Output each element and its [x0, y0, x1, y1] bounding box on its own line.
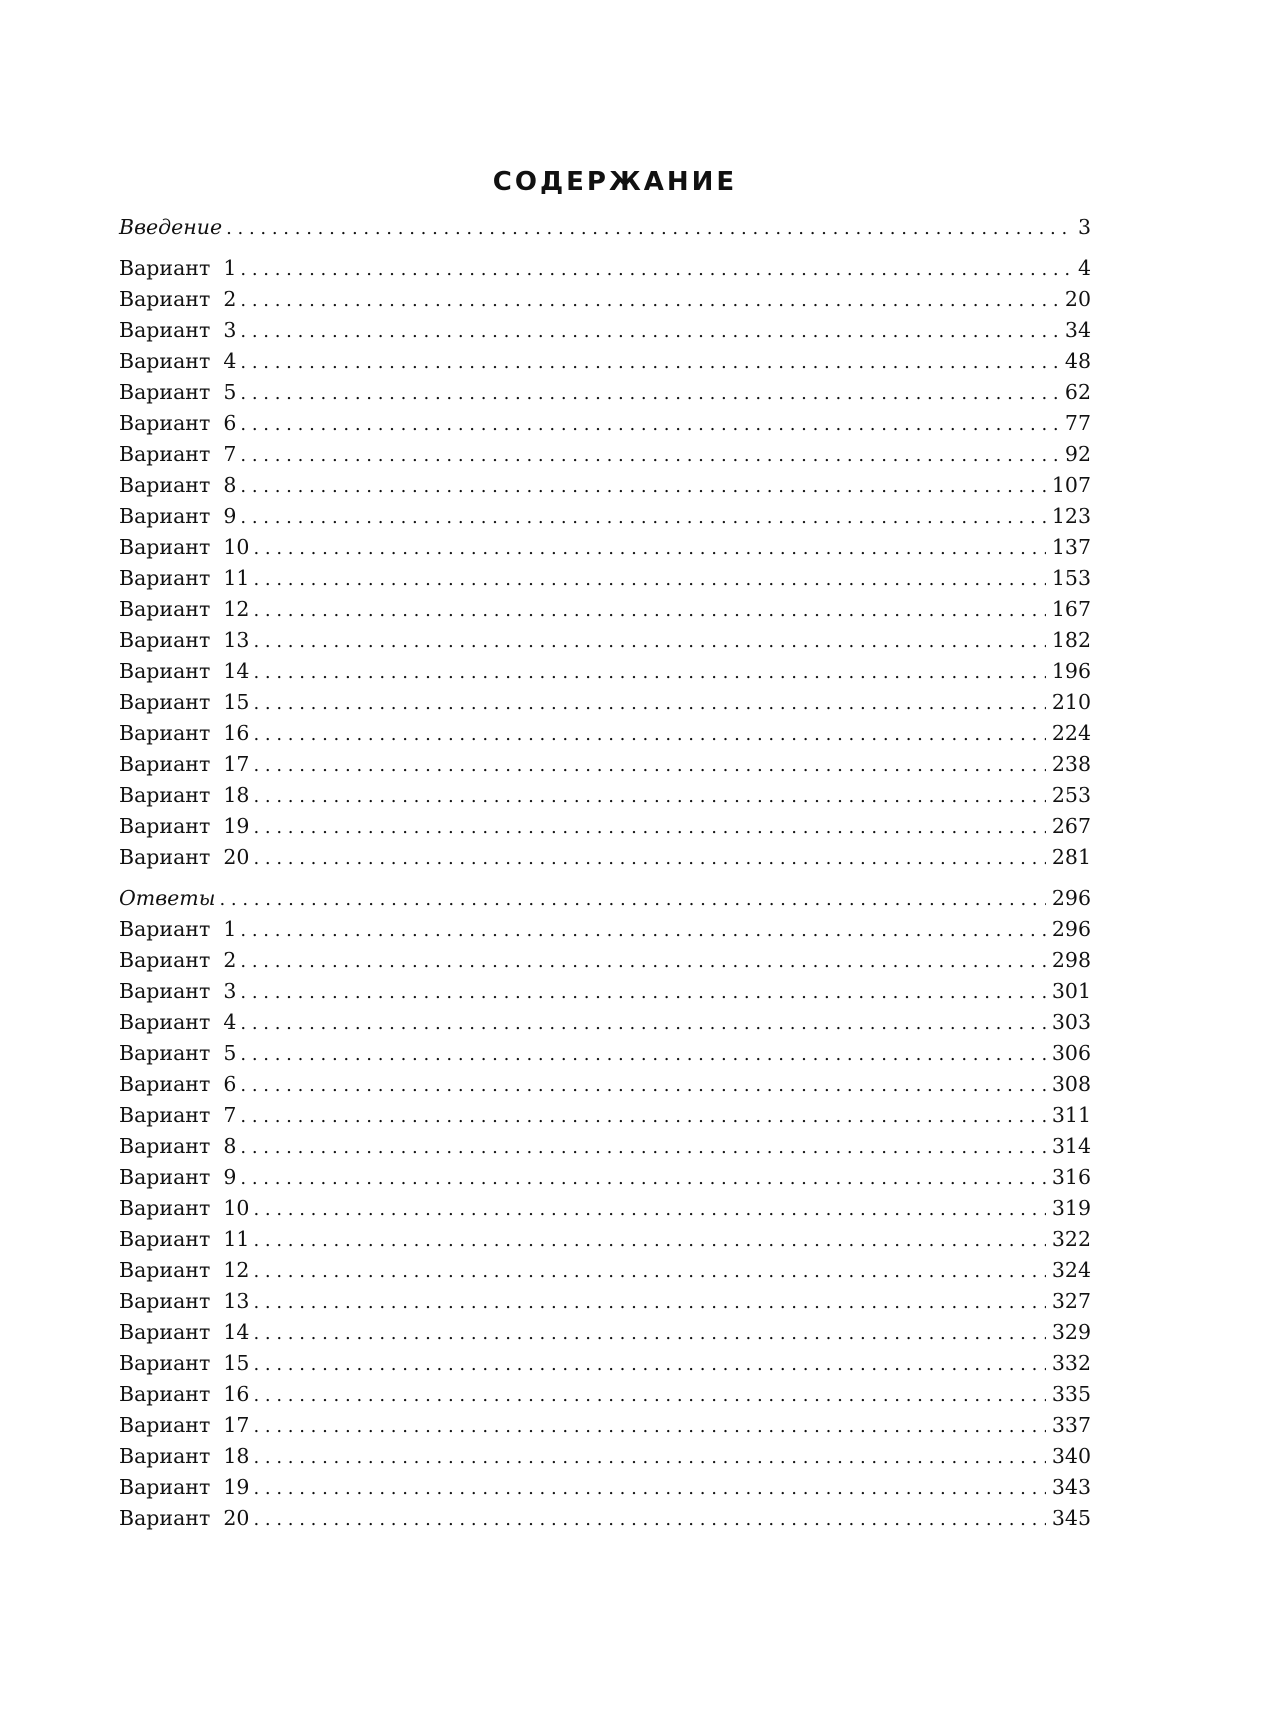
toc-page-number: 62 — [1064, 380, 1091, 404]
variant-number: 14 — [223, 659, 250, 683]
toc-entry-answer-variant-7[interactable] — [119, 1100, 1091, 1131]
toc-entry-label — [119, 1317, 249, 1348]
toc-entry-label — [119, 749, 249, 780]
dot-leader — [253, 1442, 1045, 1473]
toc-entry-label — [119, 842, 249, 873]
dot-leader — [253, 1256, 1045, 1287]
toc-page-number: 306 — [1051, 1041, 1091, 1065]
variant-number: 5 — [223, 1041, 237, 1065]
dot-leader — [240, 440, 1059, 471]
toc-page-number: 107 — [1051, 473, 1091, 497]
toc-entry-label — [119, 1007, 236, 1038]
dot-leader — [240, 378, 1059, 409]
dot-leader — [253, 1473, 1045, 1504]
variant-word: Вариант — [119, 1351, 211, 1375]
dot-leader — [240, 471, 1045, 502]
dot-leader — [240, 316, 1059, 347]
variant-word: Вариант — [119, 535, 211, 559]
dot-leader — [253, 1411, 1045, 1442]
variant-number: 9 — [223, 1165, 237, 1189]
toc-entry-label — [119, 532, 249, 563]
variant-word: Вариант — [119, 1506, 211, 1530]
dot-leader — [253, 812, 1045, 843]
dot-leader — [253, 1225, 1045, 1256]
variant-word: Вариант — [119, 1165, 211, 1189]
variant-word: Вариант — [119, 1041, 211, 1065]
toc-entry-answer-variant-18[interactable] — [119, 1441, 1091, 1472]
variant-number: 12 — [223, 597, 250, 621]
dot-leader — [253, 1287, 1045, 1318]
variants-list — [119, 253, 1091, 873]
toc-entry-label: Ответы — [119, 886, 216, 910]
toc-entry-answer-variant-11[interactable] — [119, 1224, 1091, 1255]
toc-entry-variant-12[interactable] — [119, 594, 1091, 625]
toc-page-number: 296 — [1051, 886, 1091, 910]
dot-leader — [253, 688, 1045, 719]
dot-leader — [240, 946, 1045, 977]
page-title: СОДЕРЖАНИЕ — [492, 167, 738, 197]
dot-leader — [253, 1194, 1045, 1225]
variant-number: 3 — [223, 979, 237, 1003]
variant-word: Вариант — [119, 1134, 211, 1158]
variant-number: 2 — [223, 287, 237, 311]
toc-entry-answer-variant-2[interactable] — [119, 945, 1091, 976]
variant-number: 16 — [223, 1382, 250, 1406]
variant-word: Вариант — [119, 845, 211, 869]
dot-leader — [253, 595, 1045, 626]
toc-entry-label — [119, 1472, 249, 1503]
variant-number: 13 — [223, 628, 250, 652]
dot-leader — [253, 626, 1045, 657]
toc-entry-answer-variant-3[interactable] — [119, 976, 1091, 1007]
variant-number: 4 — [223, 349, 237, 373]
toc-page-number: 123 — [1051, 504, 1091, 528]
variant-number: 17 — [223, 1413, 250, 1437]
toc-page-number: 329 — [1051, 1320, 1091, 1344]
toc-entry-label — [119, 811, 249, 842]
variant-word: Вариант — [119, 1382, 211, 1406]
toc-entry-label — [119, 1503, 249, 1534]
toc-entry-answer-variant-10[interactable] — [119, 1193, 1091, 1224]
variant-number: 11 — [223, 566, 250, 590]
variant-number: 6 — [223, 1072, 237, 1096]
toc-page-number: 137 — [1051, 535, 1091, 559]
dot-leader — [253, 1380, 1045, 1411]
toc-entry-label — [119, 1038, 236, 1069]
dot-leader — [253, 843, 1045, 874]
toc-entry-label — [119, 594, 249, 625]
variant-number: 20 — [223, 1506, 250, 1530]
toc-entry-label — [119, 1441, 249, 1472]
toc-page-number: 238 — [1051, 752, 1091, 776]
variant-word: Вариант — [119, 1103, 211, 1127]
variant-word: Вариант — [119, 1196, 211, 1220]
variant-number: 4 — [223, 1010, 237, 1034]
toc-entry-answer-variant-4[interactable] — [119, 1007, 1091, 1038]
variant-word: Вариант — [119, 783, 211, 807]
variant-number: 14 — [223, 1320, 250, 1344]
variant-word: Вариант — [119, 1289, 211, 1313]
dot-leader — [240, 1132, 1045, 1163]
variant-number: 18 — [223, 783, 250, 807]
variant-number: 10 — [223, 535, 250, 559]
toc-page-number: 298 — [1051, 948, 1091, 972]
variant-number: 7 — [223, 1103, 237, 1127]
toc-entry-intro[interactable] — [119, 212, 1091, 243]
variant-word: Вариант — [119, 814, 211, 838]
dot-leader — [240, 915, 1045, 946]
toc-page-number: 322 — [1051, 1227, 1091, 1251]
toc-entry-label — [119, 377, 236, 408]
variant-word: Вариант — [119, 948, 211, 972]
toc-entry-variant-10[interactable] — [119, 532, 1091, 563]
toc-entry-answer-variant-1[interactable] — [119, 914, 1091, 945]
toc-page-number: 210 — [1051, 690, 1091, 714]
variant-word: Вариант — [119, 349, 211, 373]
toc-page-number: 153 — [1051, 566, 1091, 590]
toc-entry-variant-3[interactable] — [119, 315, 1091, 346]
toc-entry-label — [119, 718, 249, 749]
variant-word: Вариант — [119, 659, 211, 683]
dot-leader — [253, 533, 1045, 564]
toc-entry-label — [119, 1348, 249, 1379]
variant-number: 8 — [223, 1134, 237, 1158]
variant-word: Вариант — [119, 1072, 211, 1096]
toc-entry-answer-variant-14[interactable] — [119, 1317, 1091, 1348]
variant-number: 13 — [223, 1289, 250, 1313]
variant-word: Вариант — [119, 597, 211, 621]
dot-leader — [240, 1101, 1045, 1132]
toc-page-number: 34 — [1064, 318, 1091, 342]
dot-leader — [240, 1163, 1045, 1194]
toc-entry-label — [119, 1100, 236, 1131]
variant-word: Вариант — [119, 318, 211, 342]
toc-entry-variant-5[interactable] — [119, 377, 1091, 408]
variant-word: Вариант — [119, 1475, 211, 1499]
toc-entry-variant-1[interactable] — [119, 253, 1091, 284]
toc-entry-variant-7[interactable] — [119, 439, 1091, 470]
toc-entry-label — [119, 656, 249, 687]
toc-page-number: 92 — [1064, 442, 1091, 466]
variant-word: Вариант — [119, 1227, 211, 1251]
toc-entry-label — [119, 253, 236, 284]
toc-entry-label — [119, 687, 249, 718]
toc-entry-variant-18[interactable] — [119, 780, 1091, 811]
dot-leader — [253, 657, 1045, 688]
variant-number: 15 — [223, 690, 250, 714]
toc-entry-label — [119, 1379, 249, 1410]
dot-leader — [240, 254, 1072, 285]
toc-entry-variant-15[interactable] — [119, 687, 1091, 718]
toc-page-number: 332 — [1051, 1351, 1091, 1375]
toc-entry-label — [119, 346, 236, 377]
variant-number: 17 — [223, 752, 250, 776]
toc-entry-label — [119, 1224, 249, 1255]
toc-entry-answer-variant-13[interactable] — [119, 1286, 1091, 1317]
dot-leader — [253, 1504, 1045, 1535]
toc-page-number: 253 — [1051, 783, 1091, 807]
toc-entry-label — [119, 470, 236, 501]
toc-entry-label — [119, 1162, 236, 1193]
toc-page-number: 316 — [1051, 1165, 1091, 1189]
variant-number: 1 — [223, 917, 237, 941]
variant-word: Вариант — [119, 504, 211, 528]
dot-leader — [240, 1008, 1045, 1039]
toc-page-number: 267 — [1051, 814, 1091, 838]
toc-page-number: 296 — [1051, 917, 1091, 941]
variant-number: 10 — [223, 1196, 250, 1220]
toc-page-number: 224 — [1051, 721, 1091, 745]
dot-leader — [240, 502, 1045, 533]
toc-page-number: 77 — [1064, 411, 1091, 435]
toc-entry-answer-variant-17[interactable] — [119, 1410, 1091, 1441]
toc-entry-label — [119, 780, 249, 811]
toc-page-number: 3 — [1077, 215, 1091, 239]
toc-entry-label — [119, 625, 249, 656]
toc-entry-label — [119, 1410, 249, 1441]
toc-entry-label — [119, 1255, 249, 1286]
toc-page-number: 324 — [1051, 1258, 1091, 1282]
toc-page-number: 182 — [1051, 628, 1091, 652]
toc-page-number: 311 — [1051, 1103, 1091, 1127]
toc-entry-answer-variant-15[interactable] — [119, 1348, 1091, 1379]
variant-word: Вариант — [119, 917, 211, 941]
toc-page-number: 301 — [1051, 979, 1091, 1003]
toc-entry-variant-8[interactable] — [119, 470, 1091, 501]
toc-page-number: 319 — [1051, 1196, 1091, 1220]
toc-entry-label — [119, 1069, 236, 1100]
toc-entry-variant-17[interactable] — [119, 749, 1091, 780]
toc-entry-variant-16[interactable] — [119, 718, 1091, 749]
dot-leader — [253, 564, 1045, 595]
toc-entry-label — [119, 1193, 249, 1224]
toc-entry-variant-11[interactable] — [119, 563, 1091, 594]
variant-number: 5 — [223, 380, 237, 404]
toc-page-number: 345 — [1051, 1506, 1091, 1530]
toc-page-number: 340 — [1051, 1444, 1091, 1468]
variant-number: 11 — [223, 1227, 250, 1251]
toc-entry-variant-19[interactable] — [119, 811, 1091, 842]
toc-page-number: 335 — [1051, 1382, 1091, 1406]
toc-entry-answer-variant-6[interactable] — [119, 1069, 1091, 1100]
variant-number: 20 — [223, 845, 250, 869]
section-gap — [119, 873, 1091, 883]
toc-entry-label — [119, 945, 236, 976]
toc-entry-variant-6[interactable] — [119, 408, 1091, 439]
variant-number: 12 — [223, 1258, 250, 1282]
toc-page-number: 327 — [1051, 1289, 1091, 1313]
dot-leader — [240, 285, 1059, 316]
section-gap — [119, 243, 1091, 253]
variant-word: Вариант — [119, 752, 211, 776]
variant-word: Вариант — [119, 690, 211, 714]
variant-word: Вариант — [119, 411, 211, 435]
variant-word: Вариант — [119, 1320, 211, 1344]
variant-number: 8 — [223, 473, 237, 497]
dot-leader — [253, 750, 1045, 781]
dot-leader — [253, 1318, 1045, 1349]
toc-entry-label — [119, 408, 236, 439]
toc-page-number: 167 — [1051, 597, 1091, 621]
toc-entry-label — [119, 439, 236, 470]
toc-entry-variant-9[interactable] — [119, 501, 1091, 532]
variant-word: Вариант — [119, 473, 211, 497]
variant-number: 18 — [223, 1444, 250, 1468]
toc-page-number: 303 — [1051, 1010, 1091, 1034]
dot-leader — [226, 213, 1072, 244]
toc-entry-answers[interactable] — [119, 883, 1091, 914]
variant-number: 19 — [223, 814, 250, 838]
toc-page-number: 281 — [1051, 845, 1091, 869]
toc-entry-variant-2[interactable] — [119, 284, 1091, 315]
dot-leader — [253, 719, 1045, 750]
variant-number: 6 — [223, 411, 237, 435]
toc-entry-label — [119, 501, 236, 532]
variant-number: 9 — [223, 504, 237, 528]
variant-word: Вариант — [119, 256, 211, 280]
toc-entry-variant-13[interactable] — [119, 625, 1091, 656]
dot-leader — [219, 884, 1045, 915]
dot-leader — [240, 409, 1059, 440]
toc-entry-answer-variant-9[interactable] — [119, 1162, 1091, 1193]
toc-entry-answer-variant-16[interactable] — [119, 1379, 1091, 1410]
variant-number: 19 — [223, 1475, 250, 1499]
toc-entry-label — [119, 284, 236, 315]
answer-variants-list — [119, 914, 1091, 1534]
toc-page-number: 337 — [1051, 1413, 1091, 1437]
toc-entry-answer-variant-12[interactable] — [119, 1255, 1091, 1286]
dot-leader — [240, 1039, 1045, 1070]
toc-entry-answer-variant-20[interactable] — [119, 1503, 1091, 1534]
toc-entry-label — [119, 315, 236, 346]
toc-entry-answer-variant-5[interactable] — [119, 1038, 1091, 1069]
variant-number: 7 — [223, 442, 237, 466]
dot-leader — [240, 977, 1045, 1008]
variant-number: 15 — [223, 1351, 250, 1375]
toc-entry-label — [119, 1131, 236, 1162]
toc-entry-variant-4[interactable] — [119, 346, 1091, 377]
variant-word: Вариант — [119, 979, 211, 1003]
variant-word: Вариант — [119, 1258, 211, 1282]
variant-word: Вариант — [119, 287, 211, 311]
toc-page-number: 308 — [1051, 1072, 1091, 1096]
toc-entry-variant-14[interactable] — [119, 656, 1091, 687]
variant-word: Вариант — [119, 380, 211, 404]
toc-entry-label — [119, 914, 236, 945]
dot-leader — [240, 347, 1059, 378]
variant-number: 1 — [223, 256, 237, 280]
variant-word: Вариант — [119, 442, 211, 466]
toc-entry-label: Введение — [119, 215, 223, 239]
toc-page-number: 314 — [1051, 1134, 1091, 1158]
variant-number: 2 — [223, 948, 237, 972]
toc-entry-label — [119, 976, 236, 1007]
toc-page-number: 20 — [1064, 287, 1091, 311]
dot-leader — [253, 1349, 1045, 1380]
toc-entry-answer-variant-8[interactable] — [119, 1131, 1091, 1162]
toc-entry-answer-variant-19[interactable] — [119, 1472, 1091, 1503]
variant-word: Вариант — [119, 1010, 211, 1034]
table-of-contents — [119, 160, 1091, 1534]
toc-page-number: 48 — [1064, 349, 1091, 373]
variant-word: Вариант — [119, 628, 211, 652]
toc-page-number: 4 — [1077, 256, 1091, 280]
toc-entry-variant-20[interactable] — [119, 842, 1091, 873]
variant-word: Вариант — [119, 721, 211, 745]
dot-leader — [240, 1070, 1045, 1101]
dot-leader — [253, 781, 1045, 812]
variant-number: 3 — [223, 318, 237, 342]
toc-page-number: 196 — [1051, 659, 1091, 683]
toc-page-number: 343 — [1051, 1475, 1091, 1499]
toc-entry-label — [119, 563, 249, 594]
variant-number: 16 — [223, 721, 250, 745]
variant-word: Вариант — [119, 1413, 211, 1437]
toc-entry-label — [119, 1286, 249, 1317]
variant-word: Вариант — [119, 1444, 211, 1468]
variant-word: Вариант — [119, 566, 211, 590]
